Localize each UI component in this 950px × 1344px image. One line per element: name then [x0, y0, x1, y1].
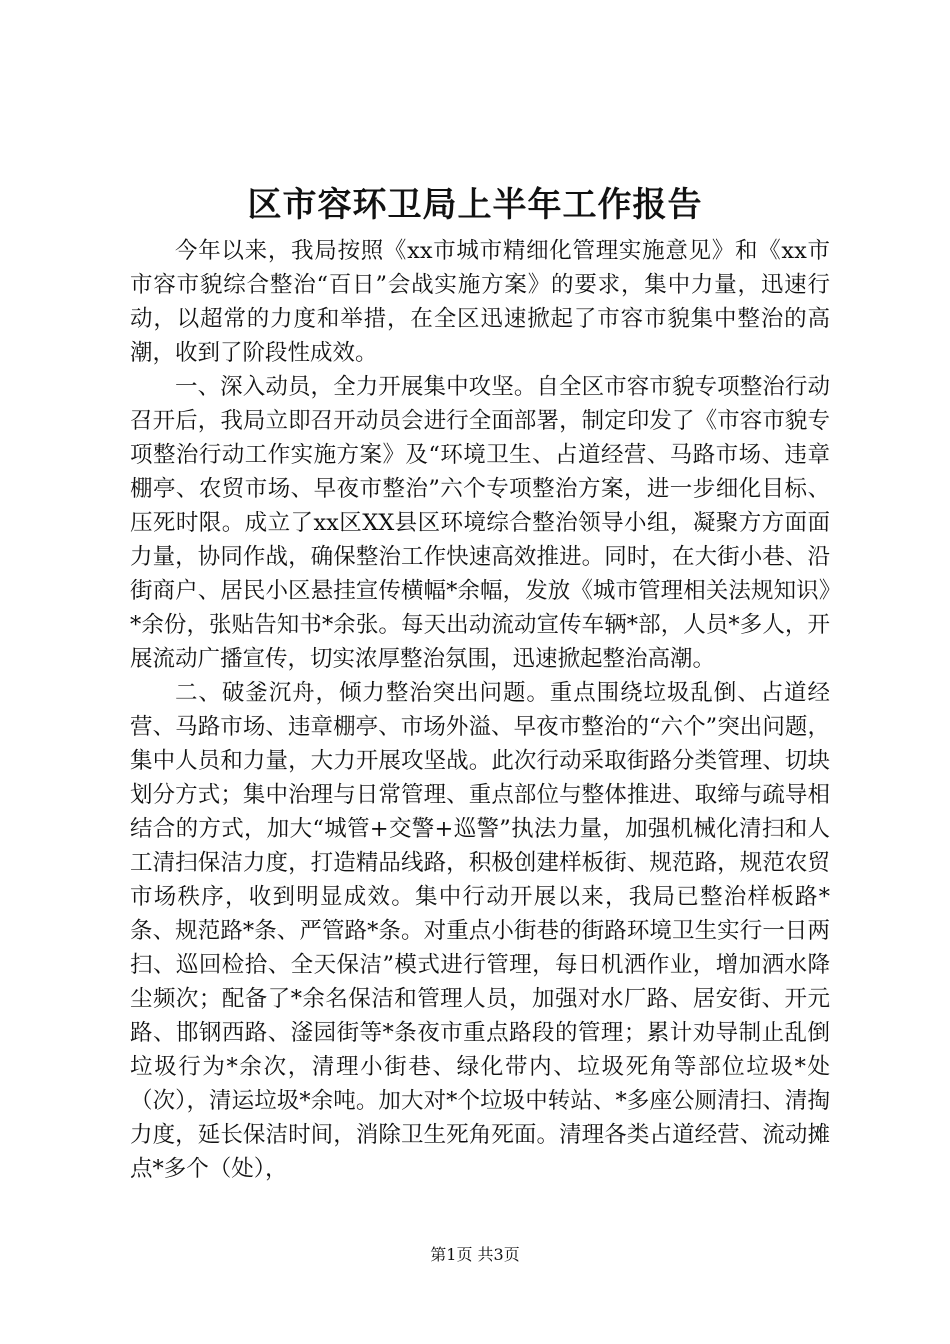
- page-footer: 第1页 共3页: [430, 1245, 520, 1264]
- paragraph-intro: 今年以来，我局按照《xx市城市精细化管理实施意见》和《xx市市容市貌综合整治“百日”会战实施方案》的要求，集中力量，迅速行动，以超常的力度和举措，在全区迅速掀起了市容市貌集中整治的高潮，收到了阶段性成效。: [130, 238, 830, 366]
- document-title: 区市容环卫局上半年工作报告: [247, 185, 703, 225]
- document-body: [130, 234, 830, 1186]
- paragraph-section-1: 一、深入动员，全力开展集中攻坚。自全区市容市貌专项整治行动召开后，我局立即召开动员会进行全面部署，制定印发了《市容市貌专项整治行动工作实施方案》及“环境卫生、占道经营、马路市场、违章棚亭、农贸市场、早夜市整治”六个专项整治方案，进一步细化目标、压死时限。成立了xx区XX县区环境综合整治领导小组，凝聚方方面面力量，协同作战，确保整治工作快速高效推进。同时，在大街小巷、沿街商户、居民小区悬挂宣传横幅*余幅，发放《城市管理相关法规知识》*余份，张贴告知书*余张。每天出动流动宣传车辆*部，人员*多人，开展流动广播宣传，切实浓厚整治氛围，迅速掀起整治高潮。: [130, 374, 830, 672]
- paragraph-section-2: 二、破釜沉舟，倾力整治突出问题。重点围绕垃圾乱倒、占道经营、马路市场、违章棚亭、市场外溢、早夜市整治的“六个”突出问题，集中人员和力量，大力开展攻坚战。此次行动采取街路分类管理、切块划分方式；集中治理与日常管理、重点部位与整体推进、取缔与疏导相结合的方式，加大“城管+交警+巡警”执法力量，加强机械化清扫和人工清扫保洁力度，打造精品线路，积极创建样板街、规范路，规范农贸市场秩序，收到明显成效。集中行动开展以来，我局已整治样板路*条、规范路*条、严管路*条。对重点小街巷的街路环境卫生实行一日两扫、巡回检拾、全天保洁”模式进行管理，每日机洒作业，增加洒水降尘频次；配备了*余名保洁和管理人员，加强对水厂路、居安街、开元路、邯钢西路、滏园街等*条夜市重点路段的管理；累计劝导制止乱倒垃圾行为*余次，清理小街巷、绿化带内、垃圾死角等部位垃圾*处（次），清运垃圾*余吨。加大对*个垃圾中转站、*多座公厕清扫、清掏力度，延长保洁时间，消除卫生死角死面。清理各类占道经营、流动摊点*多个（处），: [130, 680, 830, 1182]
